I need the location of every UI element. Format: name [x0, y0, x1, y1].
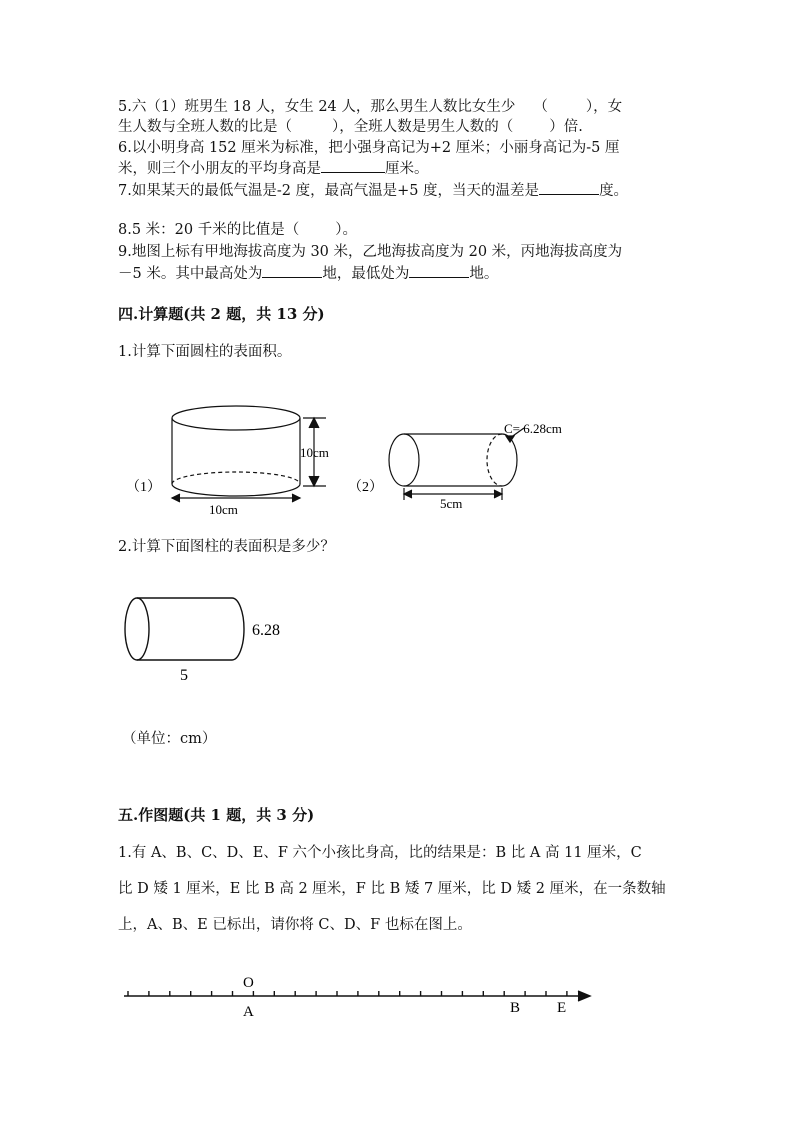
- q5-text-f: ）倍.: [549, 119, 583, 135]
- number-line-origin-label: O: [243, 975, 254, 991]
- s4-q2-unit: （单位：cm）: [122, 731, 217, 747]
- s5-q1-line-2: 比 D 矮 1 厘米，E 比 B 高 2 厘米，F 比 B 矮 7 厘米，比 D 矮 2 厘米，在一条数轴: [118, 881, 666, 897]
- q5-text-d: 生人数与全班人数的比是（: [118, 119, 292, 135]
- point-a-label: A: [243, 1004, 254, 1020]
- fig2-label: （2）: [348, 480, 383, 495]
- q9-text-b: －5 米。其中最高处为: [118, 266, 263, 282]
- cylinder-figure-2: [389, 428, 524, 500]
- point-e-label: E: [557, 1000, 567, 1016]
- fig3-circumference-label: 6.28: [252, 622, 280, 639]
- s4-q1-text: 1.计算下面圆柱的表面积。: [118, 344, 292, 360]
- q5-text-e: ），全班人数是男生人数的（: [332, 119, 514, 135]
- s5-q1-line-3: 上，A、B、E 已标出，请你将 C、D、F 也标在图上。: [118, 917, 472, 933]
- cylinder-figure-3: [125, 598, 244, 660]
- point-b-label: B: [510, 1000, 521, 1016]
- q7-text-b: 度。: [599, 183, 629, 199]
- q6-text-b: 米，则三个小朋友的平均身高是: [118, 161, 321, 177]
- number-line: [124, 991, 590, 1001]
- q8-text-a: 8.5 米：20 千米的比值是（: [118, 222, 300, 238]
- fig2-circumference-label: C= 6.28cm: [504, 421, 562, 436]
- q9-text-d: 地。: [469, 266, 499, 282]
- q6-text-a: 6.以小明身高 152 厘米为标准，把小强身高记为+2 厘米；小丽身高记为-5 厘: [118, 140, 620, 156]
- s4-q2-text: 2.计算下面图柱的表面积是多少？: [118, 539, 335, 555]
- fig2-length-label: 5cm: [440, 496, 463, 511]
- fig1-label: （1）: [126, 480, 161, 495]
- q5-paren-open: （: [533, 99, 548, 115]
- section4-heading: 四.计算题(共 2 题，共 13 分): [118, 305, 325, 323]
- q5-text-a: 5.六（1）班男生 18 人，女生 24 人，那么男生人数比女生少: [118, 99, 516, 115]
- s5-q1-line-1: 1.有 A、B、C、D、E、F 六个小孩比身高，比的结果是：B 比 A 高 11 厘米，C: [118, 845, 642, 861]
- q6-text-c: 厘米。: [385, 161, 429, 177]
- fig1-height-label: 10cm: [300, 445, 329, 460]
- section5-heading: 五.作图题(共 1 题，共 3 分): [118, 806, 315, 824]
- q9-text-a: 9.地图上标有甲地海拔高度为 30 米，乙地海拔高度为 20 米，丙地海拔高度为: [118, 244, 623, 260]
- fig1-diameter-label: 10cm: [209, 502, 238, 517]
- q7-text-a: 7.如果某天的最低气温是-2 度，最高气温是+5 度，当天的温差是: [118, 183, 540, 199]
- fig3-length-label: 5: [180, 667, 188, 684]
- q9-text-c: 地，最低处为: [322, 266, 410, 282]
- number-line-ticks: [128, 991, 567, 996]
- q5-text-c: ），女: [585, 99, 623, 115]
- q8-text-b: ）。: [335, 222, 357, 238]
